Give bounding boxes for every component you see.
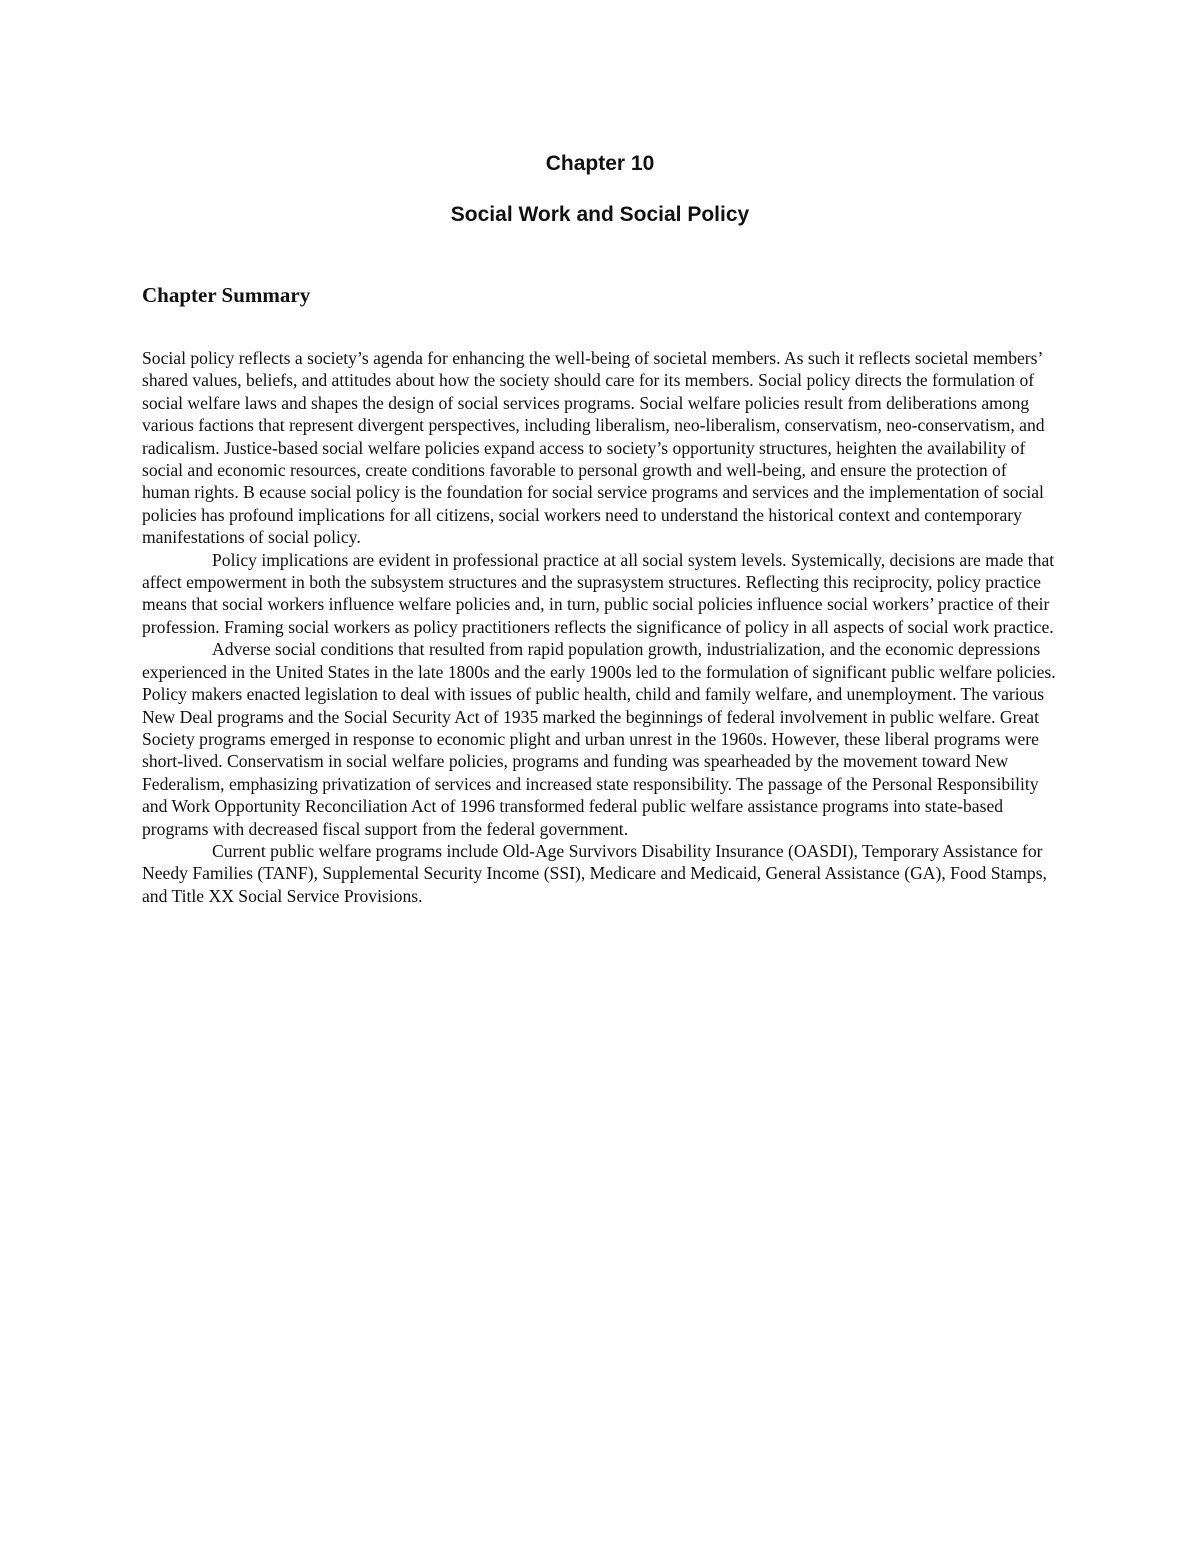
- section-heading: Chapter Summary: [142, 283, 311, 307]
- summary-paragraph-1: Social policy reflects a society’s agenda for enhancing the well-being of societal members. As such it reflects societal members’ shared values, beliefs, and attitudes about how the society should care for its members. Social policy directs the formulation of social welfare laws and shapes the design of social services programs. Social welfare policies result from deliberations among various factions that represent divergent perspectives, including liberalism, neo-liberalism, conservatism, neo-conservatism, and radicalism. Justice-based social welfare policies expand access to society’s opportunity structures, heighten the availability of social and economic resources, create conditions favorable to personal growth and well-being, and ensure the protection of human rights. B ecause social policy is the foundation for social service programs and services and the implementation of social policies has profound implications for all citizens, social workers need to understand the historical context and contemporary manifestations of social policy.: [142, 348, 1045, 548]
- chapter-title: Social Work and Social Policy: [450, 203, 750, 226]
- summary-paragraph-2: Policy implications are evident in professional practice at all social system levels. Systemically, decisions are made that affect empowerment in both the subsystem structures and the suprasystem structures. Reflecting this reciprocity, policy practice means that social workers influence welfare policies and, in turn, public social policies influence social workers’ practice of their profession. Framing social workers as policy practitioners reflects the significance of policy in all aspects of social work practice.: [142, 549, 1055, 637]
- summary-paragraph-3: Adverse social conditions that resulted from rapid population growth, industrialization, and the economic depressions experienced in the United States in the late 1800s and the early 1900s led to the formulation of significant public welfare policies. Policy makers enacted legislation to deal with issues of public health, child and family welfare, and unemployment. The various New Deal programs and the Social Security Act of 1935 marked the beginnings of federal involvement in public welfare. Great Society programs emerged in response to economic plight and urban unrest in the 1960s. However, these liberal programs were short-lived. Conservatism in social welfare policies, programs and funding was spearheaded by the movement toward New Federalism, emphasizing privatization of services and increased state responsibility. The passage of the Personal Responsibility and Work Opportunity Reconciliation Act of 1996 transformed federal public welfare assistance programs into state-based programs with decreased fiscal support from the federal government.: [142, 639, 1056, 839]
- summary-paragraph-4: Current public welfare programs include Old-Age Survivors Disability Insurance (OASDI), Temporary Assistance for Needy Families (TANF), Supplemental Security Income (SSI), Medicare and Medicaid, General Assistance (GA), Food Stamps, and Title XX Social Service Provisions.: [142, 840, 1047, 906]
- chapter-number: Chapter 10: [545, 152, 655, 175]
- chapter-summary-body: [142, 347, 1057, 907]
